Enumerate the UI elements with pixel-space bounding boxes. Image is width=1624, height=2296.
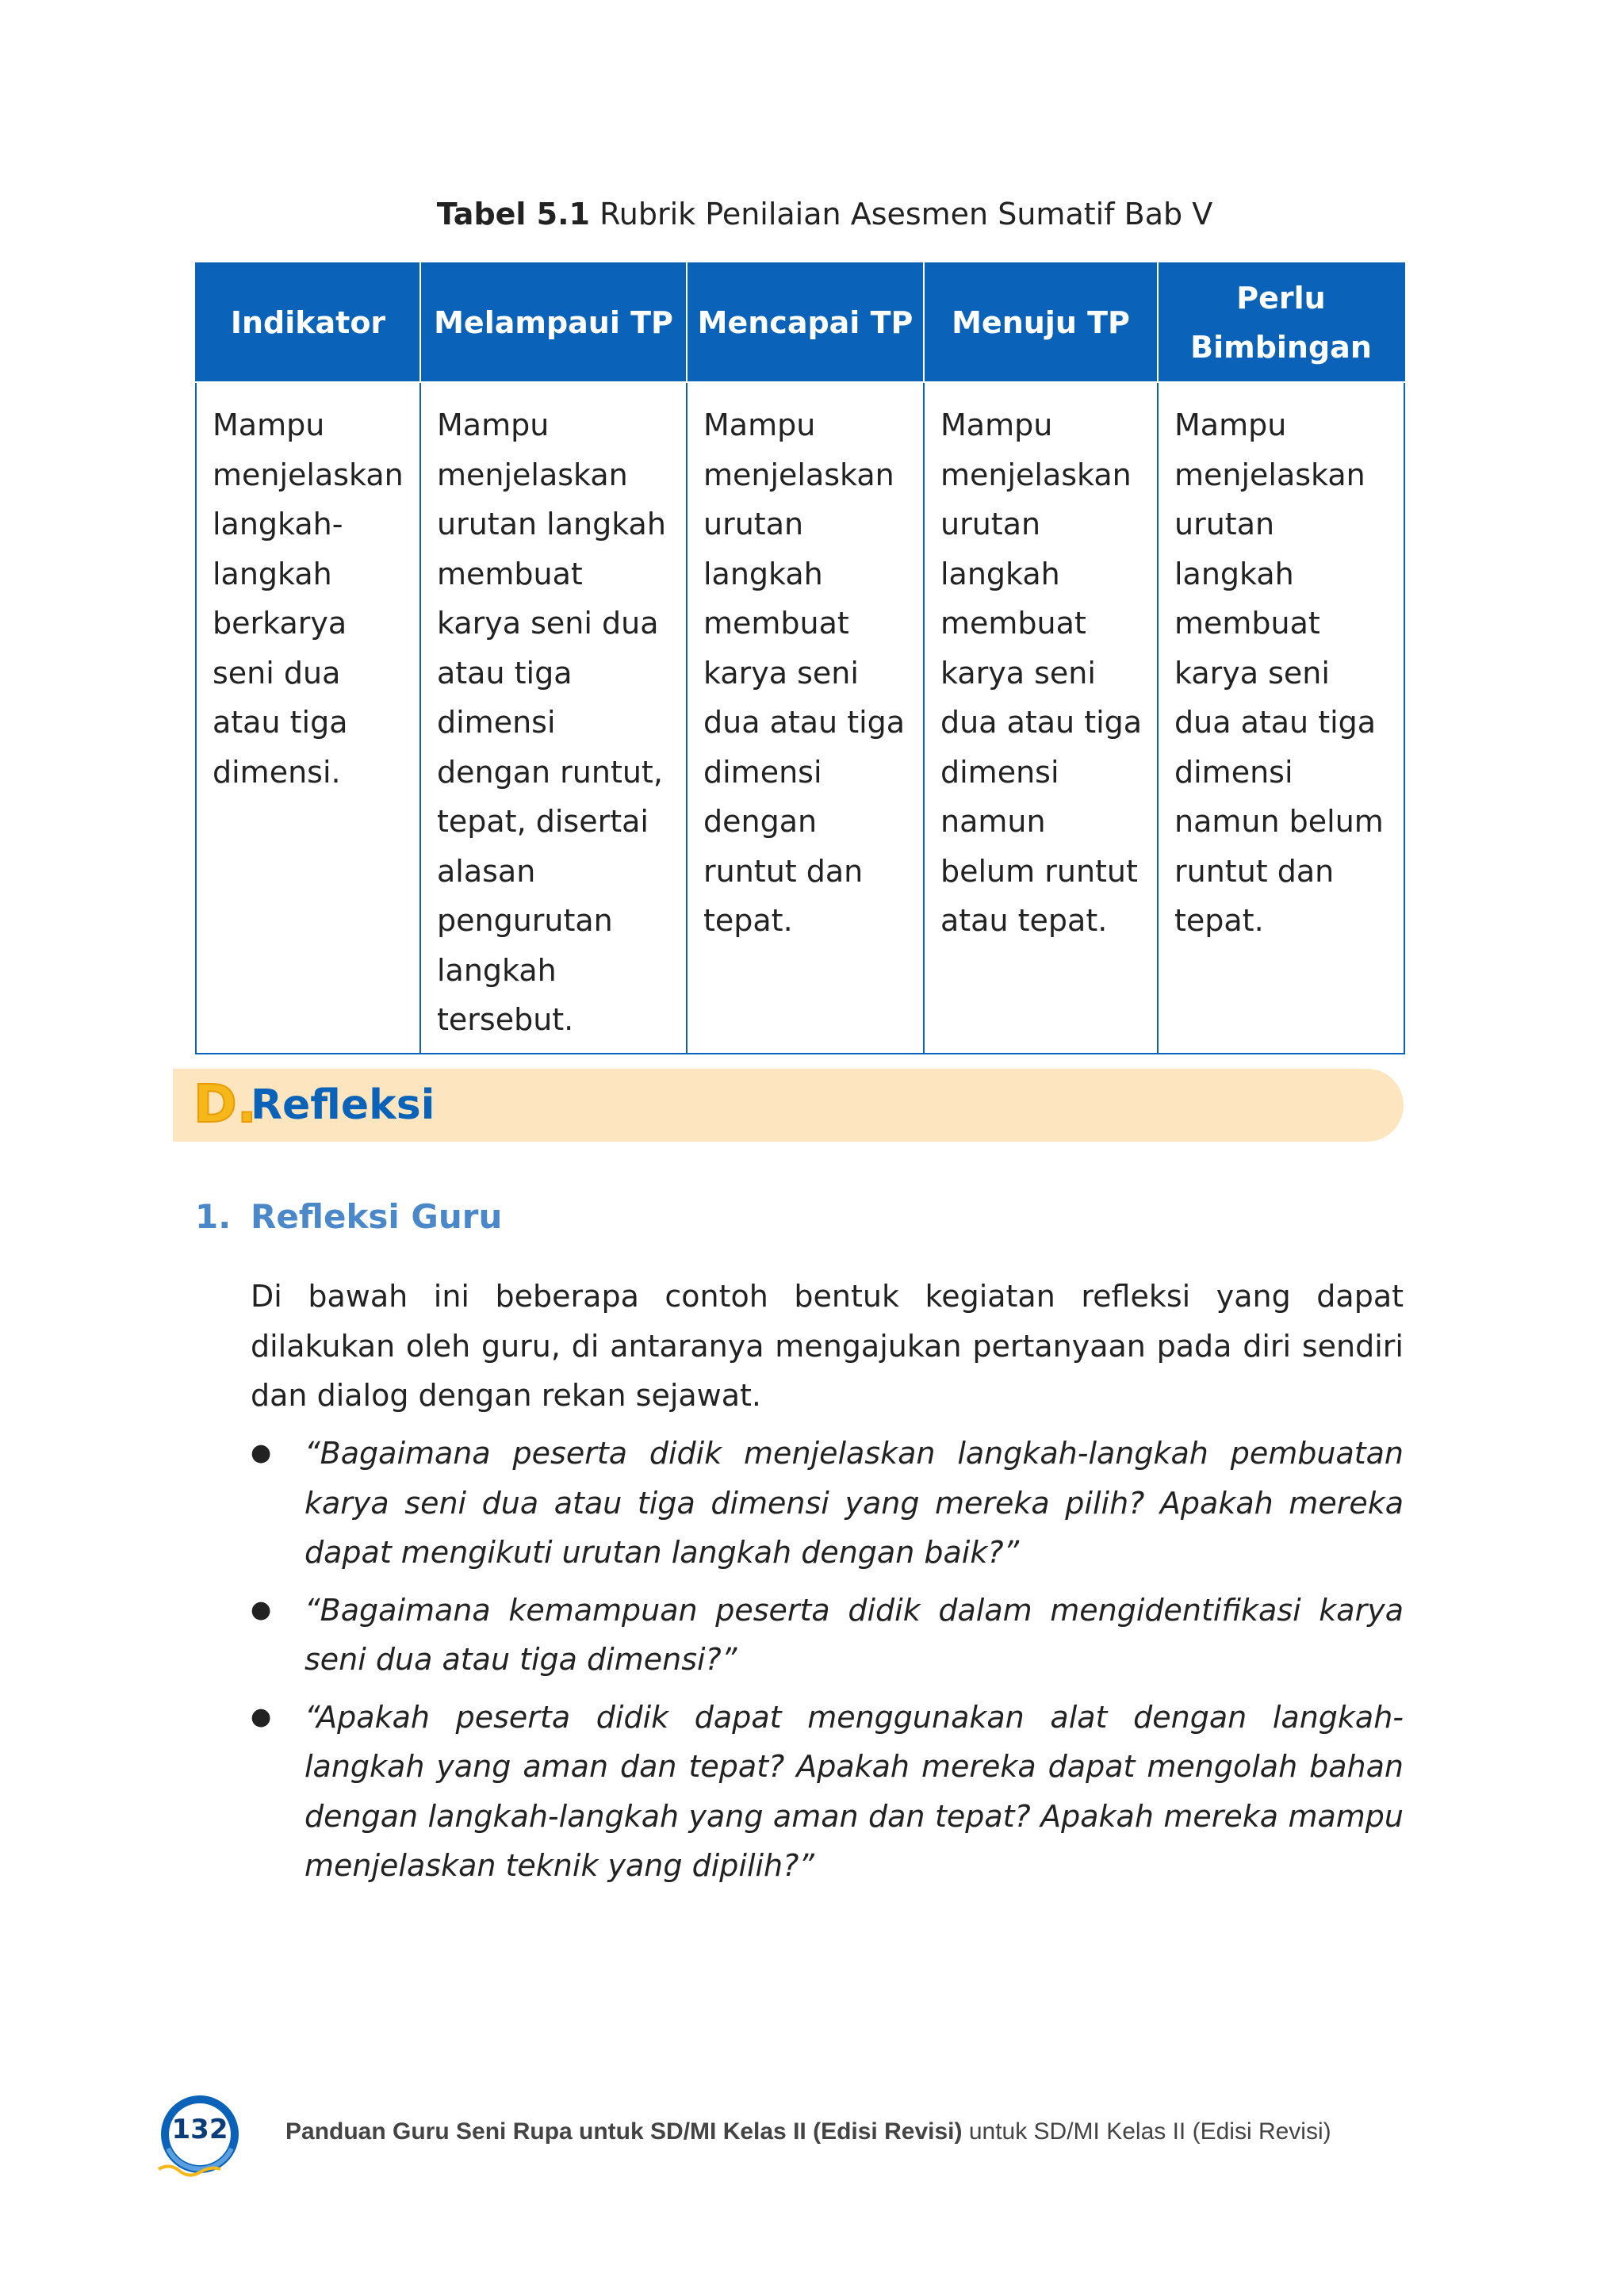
question-text: “Apakah peserta didik dapat menggunakan alat dengan langkah-langkah yang aman dan tepat? Apakah mereka dapat mengolah bahan dengan langkah-langkah yang aman dan tepat? Apakah mereka mampu menjelaskan teknik yang dipilih?” bbox=[304, 1699, 1404, 1883]
intro-paragraph: Di bawah ini beberapa contoh bentuk kegiatan refleksi yang dapat dilakukan oleh guru, di antaranya mengajukan pertanyaan pada diri sendiri dan dialog dengan rekan sejawat. bbox=[251, 1279, 1404, 1413]
cell-mencapai-tp: Mampu menjelaskan urutan langkah membuat karya seni dua atau tiga dimensi dengan runtut dan tepat. bbox=[687, 382, 924, 1054]
reflection-question-list bbox=[251, 1429, 1404, 1899]
list-item bbox=[251, 1586, 1404, 1685]
section-title: Refleksi bbox=[251, 1081, 435, 1129]
section-letter: D. bbox=[193, 1073, 257, 1135]
question-text: “Bagaimana peserta didik menjelaskan langkah-langkah pembuatan karya seni dua atau tiga dimensi yang mereka pilih? Apakah mereka dapat mengikuti urutan langkah dengan baik?” bbox=[304, 1436, 1404, 1570]
footer-title-bold: Panduan Guru Seni Rupa untuk SD/MI Kelas II (Edisi Revisi) bbox=[285, 2118, 963, 2145]
footer-title-rest: untuk SD/MI Kelas II (Edisi Revisi) bbox=[962, 2118, 1331, 2145]
cell-menuju-tp: Mampu menjelaskan urutan langkah membuat karya seni dua atau tiga dimensi namun belum runtut atau tepat. bbox=[924, 382, 1158, 1054]
cell-indikator: Mampu menjelaskan langkah-langkah berkarya seni dua atau tiga dimensi. bbox=[196, 382, 420, 1054]
list-item bbox=[251, 1693, 1404, 1891]
header-melampaui-tp: Melampaui TP bbox=[420, 263, 687, 382]
subsection-title: Refleksi Guru bbox=[251, 1197, 503, 1236]
table-header-row bbox=[196, 263, 1404, 382]
bullet-icon: ● bbox=[251, 1595, 272, 1624]
page-number: 132 bbox=[171, 2114, 228, 2145]
subsection-number: 1. bbox=[195, 1197, 232, 1236]
bullet-icon: ● bbox=[251, 1702, 272, 1731]
question-text: “Bagaimana kemampuan peserta didik dalam mengidentifikasi karya seni dua atau tiga dimensi?” bbox=[304, 1592, 1404, 1677]
footer-book-title bbox=[285, 2118, 1331, 2145]
rubric-table bbox=[195, 262, 1405, 1054]
table-caption-label: Tabel 5.1 bbox=[436, 197, 590, 232]
table-caption-text: Rubrik Penilaian Asesmen Sumatif Bab V bbox=[599, 197, 1213, 232]
header-menuju-tp: Menuju TP bbox=[924, 263, 1158, 382]
table-caption bbox=[0, 197, 1624, 232]
header-indikator: Indikator bbox=[196, 263, 420, 382]
table-row bbox=[196, 382, 1404, 1054]
cell-melampaui-tp: Mampu menjelaskan urutan langkah membuat karya seni dua atau tiga dimensi dengan runtut, tepat, disertai alasan pengurutan langkah tersebut. bbox=[420, 382, 687, 1054]
list-item bbox=[251, 1429, 1404, 1578]
cell-perlu-bimbingan: Mampu menjelaskan urutan langkah membuat karya seni dua atau tiga dimensi namun belum runtut dan tepat. bbox=[1158, 382, 1404, 1054]
bullet-icon: ● bbox=[251, 1439, 272, 1467]
header-mencapai-tp: Mencapai TP bbox=[687, 263, 924, 382]
header-perlu-bimbingan: Perlu Bimbingan bbox=[1158, 263, 1404, 382]
